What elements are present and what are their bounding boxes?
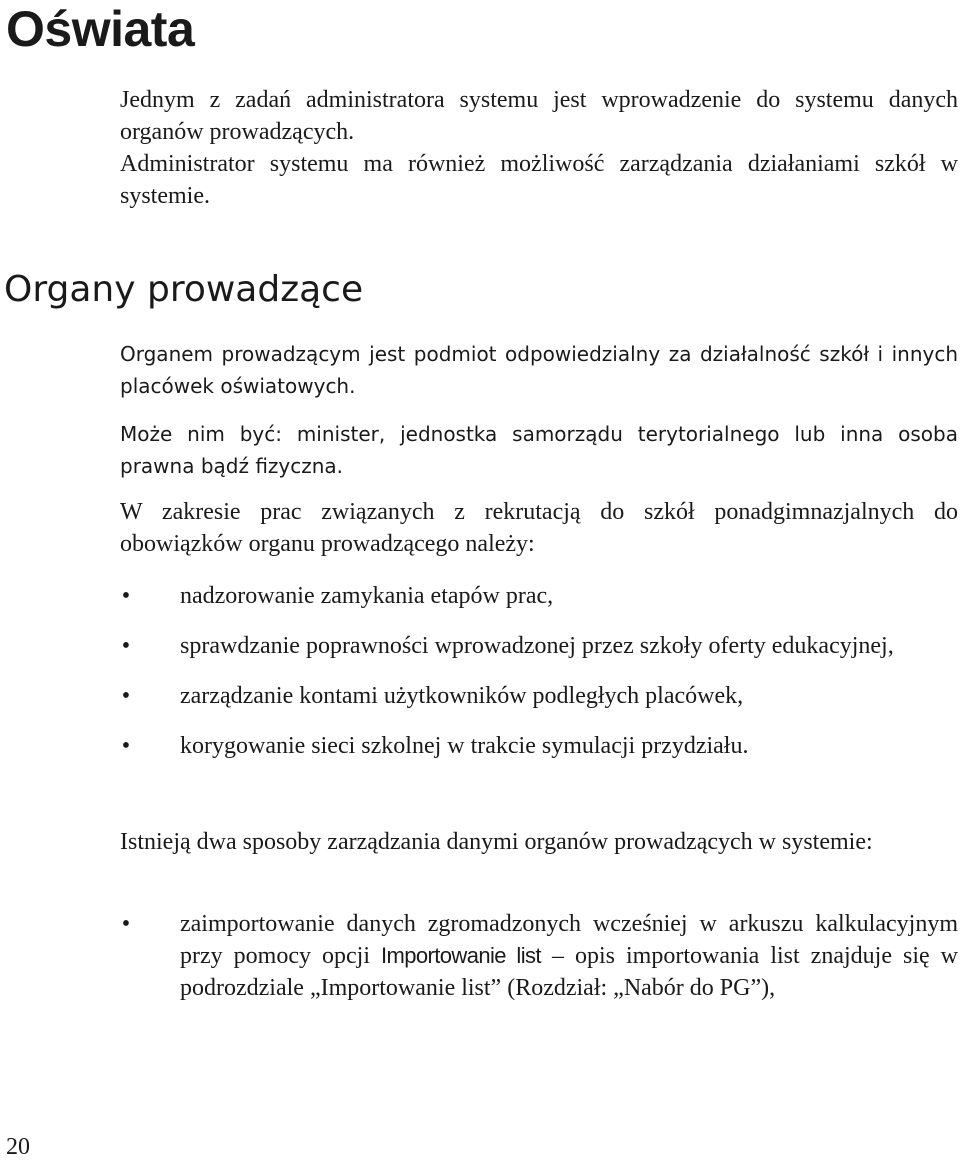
examples-paragraph: Może nim być: minister, jednostka samorządu terytorialnego lub inna osoba prawna bądź fizyczna. xyxy=(120,422,958,478)
section-heading: Organy prowadzące xyxy=(4,269,364,310)
bullet-icon: • xyxy=(121,683,131,709)
intro-line-1: Jednym z zadań administratora systemu jest wprowadzenie do systemu danych organów prowadzących. xyxy=(120,87,958,145)
menu-option-name: Importowanie list xyxy=(381,943,541,968)
page-number: 20 xyxy=(6,1134,30,1160)
list-item xyxy=(120,730,958,762)
bullet-icon: • xyxy=(121,911,131,937)
bullet-icon: • xyxy=(121,583,131,609)
duties-list xyxy=(120,580,958,762)
method-text-end: – opis importowania list znajduje się w podrozdziale „Importowanie list” (Rozdział: „Nabór do PG”), xyxy=(180,943,959,1001)
list-item xyxy=(120,680,958,712)
list-item xyxy=(120,908,958,1004)
page-heading: Oświata xyxy=(6,1,195,57)
list-item-text: zarządzanie kontami użytkowników podległych placówek, xyxy=(180,683,744,709)
methods-intro-paragraph: Istnieją dwa sposoby zarządzania danymi organów prowadzących w systemie: xyxy=(120,829,873,855)
list-item-text: nadzorowanie zamykania etapów prac, xyxy=(180,583,554,609)
bullet-icon: • xyxy=(121,733,131,759)
list-item xyxy=(120,630,958,662)
definition-paragraph: Organem prowadzącym jest podmiot odpowiedzialny za działalność szkół i innych placówek oświatowych. xyxy=(120,342,958,398)
method-text-start: zaimportowanie danych zgromadzonych wcześniej w arkuszu kalkulacyjnym przy pomocy opcji xyxy=(180,911,958,969)
intro-line-2: Administrator systemu ma również możliwość zarządzania działaniami szkół w systemie. xyxy=(120,151,958,209)
list-item-text: korygowanie sieci szkolnej w trakcie symulacji przydziału. xyxy=(180,733,749,759)
bullet-icon: • xyxy=(121,633,131,659)
list-item xyxy=(120,580,958,612)
duties-intro-paragraph: W zakresie prac związanych z rekrutacją do szkół ponadgimnazjalnych do obowiązków organu prowadzącego należy: xyxy=(120,499,958,557)
methods-list xyxy=(120,908,958,1004)
list-item-text: sprawdzanie poprawności wprowadzonej przez szkoły oferty edukacyjnej, xyxy=(180,633,894,659)
intro-paragraph xyxy=(120,84,958,212)
